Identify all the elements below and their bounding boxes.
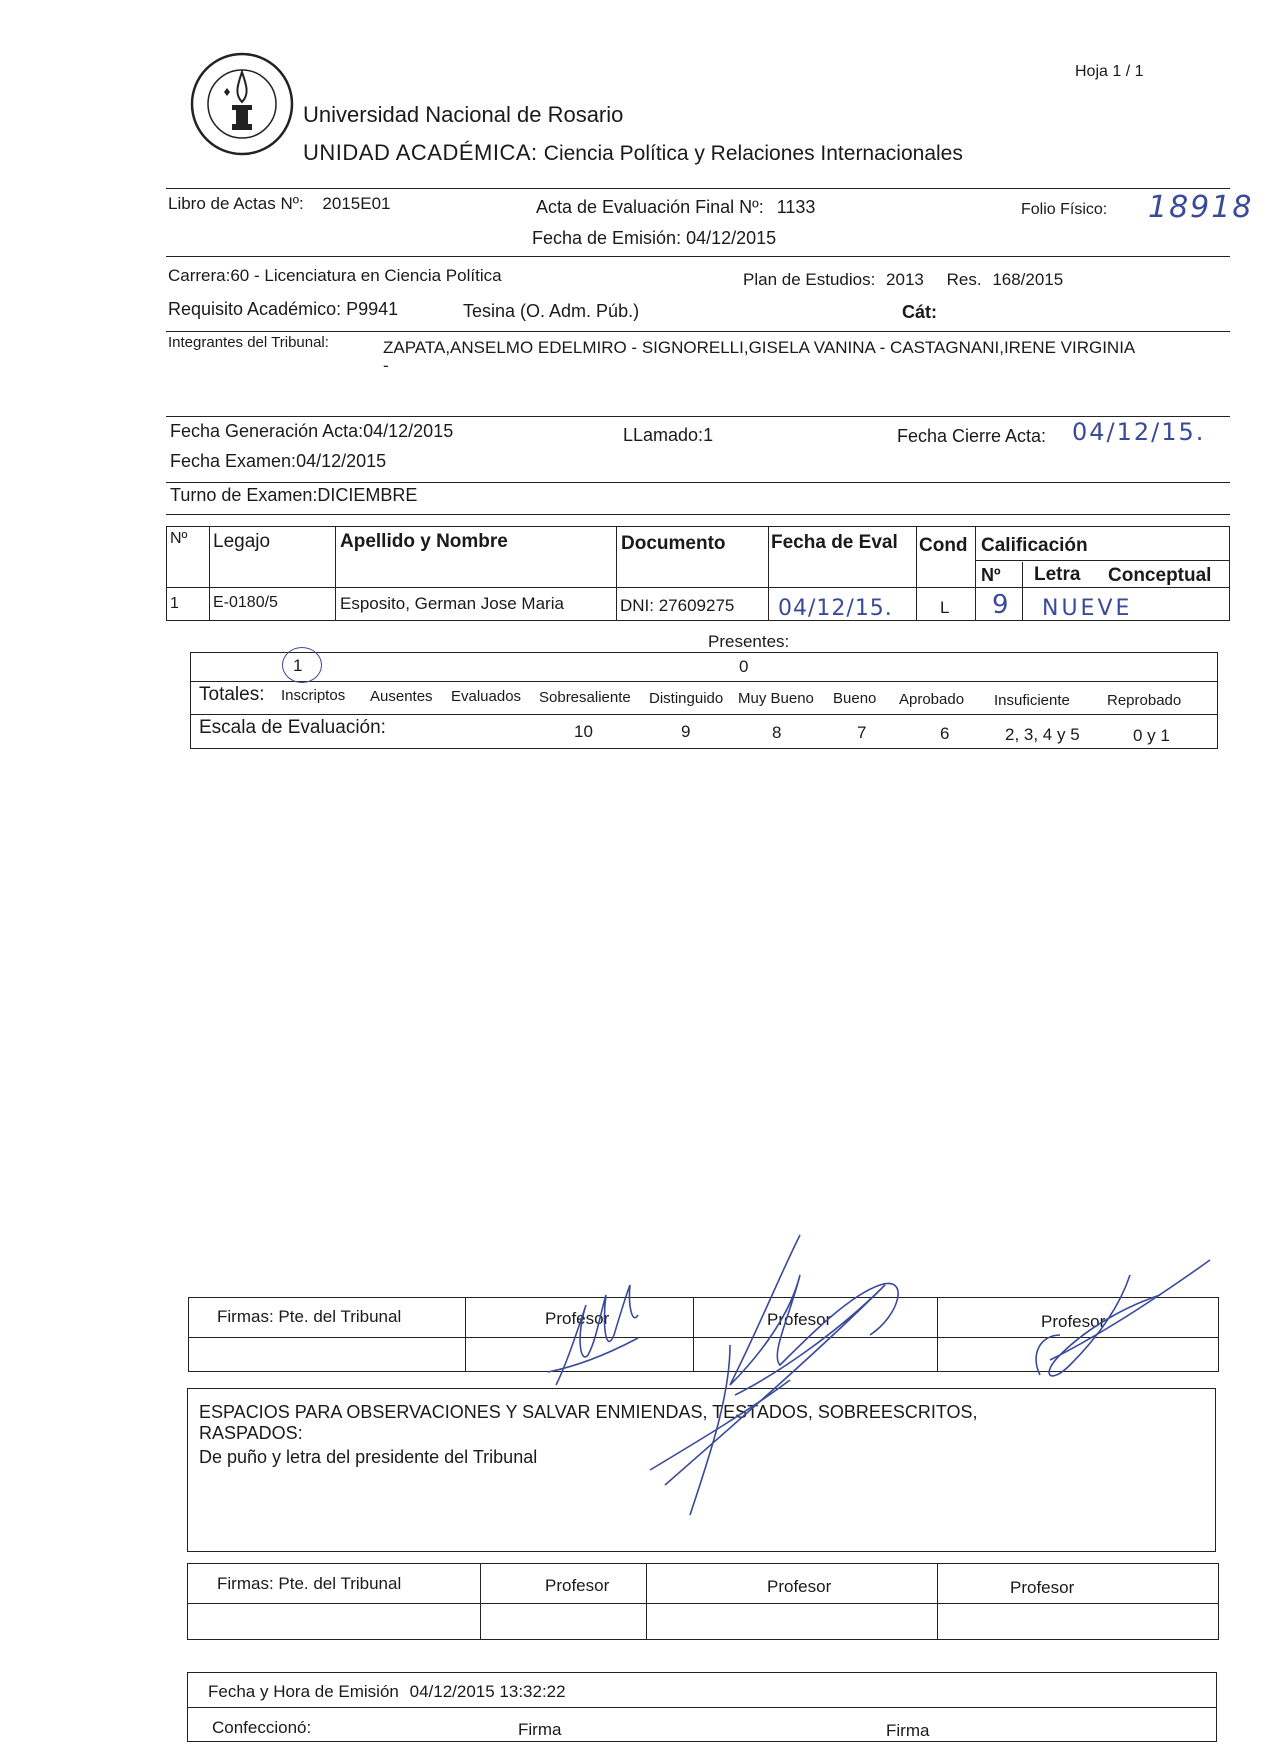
escala-muy-bueno: 8 (772, 723, 782, 742)
signature-1 (548, 1285, 638, 1385)
header-cal-n: Nº (981, 565, 1001, 585)
header-fecha-eval: Fecha de Eval (771, 532, 898, 553)
generacion-value: 04/12/2015 (363, 421, 454, 441)
header-nombre: Apellido y Nombre (340, 531, 508, 552)
row-fecha-eval: 04/12/15. (778, 596, 893, 621)
llamado-label: LLamado: (623, 425, 704, 445)
cat-label: Cát: (902, 302, 937, 322)
folio-label: Folio Físico: (1021, 201, 1108, 218)
firmas-pte: Firmas: Pte. del Tribunal (217, 1307, 402, 1326)
observaciones-line-3: De puño y letra del presidente del Tribunal (199, 1447, 538, 1467)
firmas2-prof-2: Profesor (767, 1577, 832, 1596)
acta-value: 1133 (776, 197, 816, 217)
total-col-sobresaliente: Sobresaliente (539, 689, 631, 706)
libro-label: Libro de Actas Nº: (168, 194, 304, 213)
total-col-evaluados: Evaluados (451, 688, 522, 705)
firmas-prof-1: Profesor (545, 1309, 610, 1328)
observaciones-line-2: RASPADOS: (199, 1423, 303, 1443)
presentes-label: Presentes: (708, 632, 790, 651)
inscriptos-value: 1 (293, 656, 303, 675)
total-col-inscriptos: Inscriptos (281, 687, 346, 704)
header-documento: Documento (621, 533, 726, 554)
libro-value: 2015E01 (322, 194, 391, 213)
total-col-reprobado: Reprobado (1107, 692, 1182, 709)
escala-distinguido: 9 (681, 722, 691, 741)
requisito-academico: Requisito Académico: P9941 (168, 299, 399, 319)
escala-label: Escala de Evaluación: (199, 717, 386, 738)
total-col-ausentes: Ausentes (370, 688, 433, 705)
escala-aprobado: 6 (940, 724, 950, 743)
folio-value: 18918 (1148, 190, 1254, 225)
ausentes-value: 0 (739, 657, 749, 676)
turno-label: Turno de Examen: (170, 485, 318, 505)
footer-confecciono: Confeccionó: (212, 1718, 312, 1737)
escala-reprobado: 0 y 1 (1133, 726, 1170, 745)
row-cal-letra: NUEVE (1042, 596, 1133, 621)
row-legajo: E-0180/5 (213, 594, 278, 611)
row-cal-n: 9 (992, 590, 1009, 620)
observaciones-line-1: ESPACIOS PARA OBSERVACIONES Y SALVAR ENMIENDAS, TESTADOS, SOBREESCRITOS, (199, 1402, 978, 1422)
totales-label: Totales: (199, 684, 265, 705)
firmas2-pte: Firmas: Pte. del Tribunal (217, 1574, 402, 1593)
escala-sobresaliente: 10 (574, 722, 593, 741)
signature-3 (1036, 1260, 1210, 1376)
acta-label: Acta de Evaluación Final Nº: (536, 197, 764, 217)
examen-label: Fecha Examen: (170, 451, 297, 471)
firmas2-prof-1: Profesor (545, 1576, 610, 1595)
llamado-value: 1 (703, 425, 714, 445)
header-calificacion: Calificación (981, 535, 1088, 556)
header-legajo: Legajo (213, 531, 271, 552)
generacion-label: Fecha Generación Acta: (170, 421, 364, 441)
page-number: Hoja 1 / 1 (1075, 63, 1144, 80)
plan-value: 2013 (886, 270, 924, 289)
total-col-aprobado: Aprobado (899, 691, 965, 708)
fecha-cierre-value: 04/12/15. (1072, 418, 1206, 446)
total-col-muy-bueno: Muy Bueno (738, 690, 814, 707)
tesina: Tesina (O. Adm. Púb.) (463, 301, 640, 321)
signature-2 (650, 1235, 898, 1515)
row-nombre: Esposito, German Jose Maria (340, 594, 564, 613)
row-n: 1 (170, 595, 179, 612)
examen-value: 04/12/2015 (296, 451, 387, 471)
tribunal-trailing: - (383, 356, 389, 375)
emision-label: Fecha de Emisión: (532, 228, 682, 248)
academic-unit-name: Ciencia Política y Relaciones Internacionales (543, 142, 963, 165)
escala-insuficiente: 2, 3, 4 y 5 (1005, 725, 1080, 744)
total-col-insuficiente: Insuficiente (994, 692, 1070, 709)
header-cal-conceptual: Conceptual (1108, 565, 1212, 586)
footer-emision-value: 04/12/2015 13:32:22 (409, 1682, 566, 1701)
res-value: 168/2015 (992, 270, 1064, 289)
turno-value: DICIEMBRE (317, 485, 418, 505)
footer-firma-1: Firma (518, 1720, 562, 1739)
header-cal-letra: Letra (1034, 564, 1081, 585)
tribunal-members: ZAPATA,ANSELMO EDELMIRO - SIGNORELLI,GISELA VANINA - CASTAGNANI,IRENE VIRGINIA (383, 338, 1136, 357)
total-col-distinguido: Distinguido (649, 690, 724, 707)
emision-value: 04/12/2015 (686, 228, 777, 248)
firmas-prof-2: Profesor (767, 1310, 832, 1329)
carrera: Carrera:60 - Licenciatura en Ciencia Política (168, 266, 502, 285)
university-name: Universidad Nacional de Rosario (303, 102, 624, 127)
tribunal-label: Integrantes del Tribunal: (168, 334, 329, 351)
row-documento: DNI: 27609275 (620, 596, 735, 615)
header-n: Nº (170, 530, 188, 547)
firmas2-prof-3: Profesor (1010, 1578, 1075, 1597)
header-cond: Cond (919, 535, 968, 556)
row-cond: L (940, 598, 950, 617)
plan-label: Plan de Estudios: (743, 270, 876, 289)
total-col-bueno: Bueno (833, 690, 877, 707)
footer-firma-2: Firma (886, 1721, 930, 1740)
fecha-cierre-label: Fecha Cierre Acta: (897, 426, 1047, 446)
firmas-prof-3: Profesor (1041, 1312, 1106, 1331)
footer-emision-label: Fecha y Hora de Emisión (208, 1682, 399, 1701)
res-label: Res. (946, 270, 982, 289)
academic-unit-label: UNIDAD ACADÉMICA: (303, 140, 538, 165)
escala-bueno: 7 (857, 723, 867, 742)
